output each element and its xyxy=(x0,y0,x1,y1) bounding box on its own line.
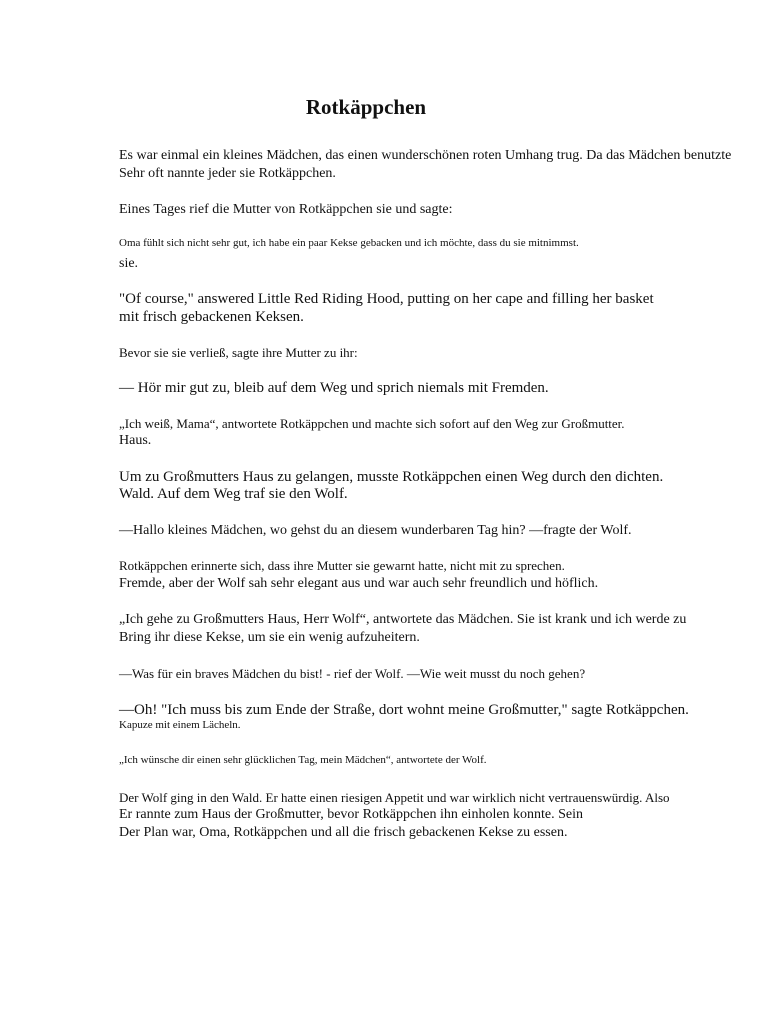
text-line: "Of course," answered Little Red Riding Hood, putting on her cape and filling her basket xyxy=(119,291,654,307)
text-line: —Hallo kleines Mädchen, wo gehst du an diesem wunderbaren Tag hin? —fragte der Wolf. xyxy=(119,523,632,538)
text-line: —Oh! "Ich muss bis zum Ende der Straße, dort wohnt meine Großmutter," sagte Rotkäppchen. xyxy=(119,702,689,718)
text-line: „Ich weiß, Mama“, antwortete Rotkäppchen und machte sich sofort auf den Weg zur Großmutter. xyxy=(119,416,625,431)
text-line: Der Wolf ging in den Wald. Er hatte einen riesigen Appetit und war wirklich nicht vertrauenswürdig. Also xyxy=(119,790,670,805)
story-title: Rotkäppchen xyxy=(305,95,427,119)
text-line: mit frisch gebackenen Keksen. xyxy=(119,309,304,325)
text-line: Eines Tages rief die Mutter von Rotkäppchen sie und sagte: xyxy=(119,202,453,217)
text-line: Um zu Großmutters Haus zu gelangen, musste Rotkäppchen einen Weg durch den dichten. xyxy=(119,469,664,485)
text-line: „Ich wünsche dir einen sehr glücklichen Tag, mein Mädchen“, antwortete der Wolf. xyxy=(119,754,487,766)
text-line: Fremde, aber der Wolf sah sehr elegant aus und war auch sehr freundlich und höflich. xyxy=(119,576,599,591)
text-line: Haus. xyxy=(119,433,152,448)
text-line: Der Plan war, Oma, Rotkäppchen und all die frisch gebackenen Kekse zu essen. xyxy=(119,825,568,840)
text-line: Bevor sie sie verließ, sagte ihre Mutter zu ihr: xyxy=(119,345,358,360)
text-line: „Ich gehe zu Großmutters Haus, Herr Wolf“, antwortete das Mädchen. Sie ist krank und ich werde zu xyxy=(119,612,687,627)
text-line: Er rannte zum Haus der Großmutter, bevor Rotkäppchen ihn einholen konnte. Sein xyxy=(119,807,584,822)
text-line: Es war einmal ein kleines Mädchen, das einen wunderschönen roten Umhang trug. Da das Mädchen benutzte xyxy=(119,148,732,163)
text-line: Bring ihr diese Kekse, um sie ein wenig aufzuheitern. xyxy=(119,630,420,645)
text-line: — Hör mir gut zu, bleib auf dem Weg und sprich niemals mit Fremden. xyxy=(119,380,549,396)
text-line: Sehr oft nannte jeder sie Rotkäppchen. xyxy=(119,166,336,181)
text-line: Kapuze mit einem Lächeln. xyxy=(119,719,241,731)
text-line: —Was für ein braves Mädchen du bist! - rief der Wolf. —Wie weit musst du noch gehen? xyxy=(119,666,586,681)
text-line: Oma fühlt sich nicht sehr gut, ich habe ein paar Kekse gebacken und ich möchte, dass du sie mitnimmst. xyxy=(119,237,579,249)
text-line: sie. xyxy=(119,256,139,271)
text-line: Wald. Auf dem Weg traf sie den Wolf. xyxy=(119,486,348,502)
text-line: Rotkäppchen erinnerte sich, dass ihre Mutter sie gewarnt hatte, nicht mit zu sprechen. xyxy=(119,558,565,573)
